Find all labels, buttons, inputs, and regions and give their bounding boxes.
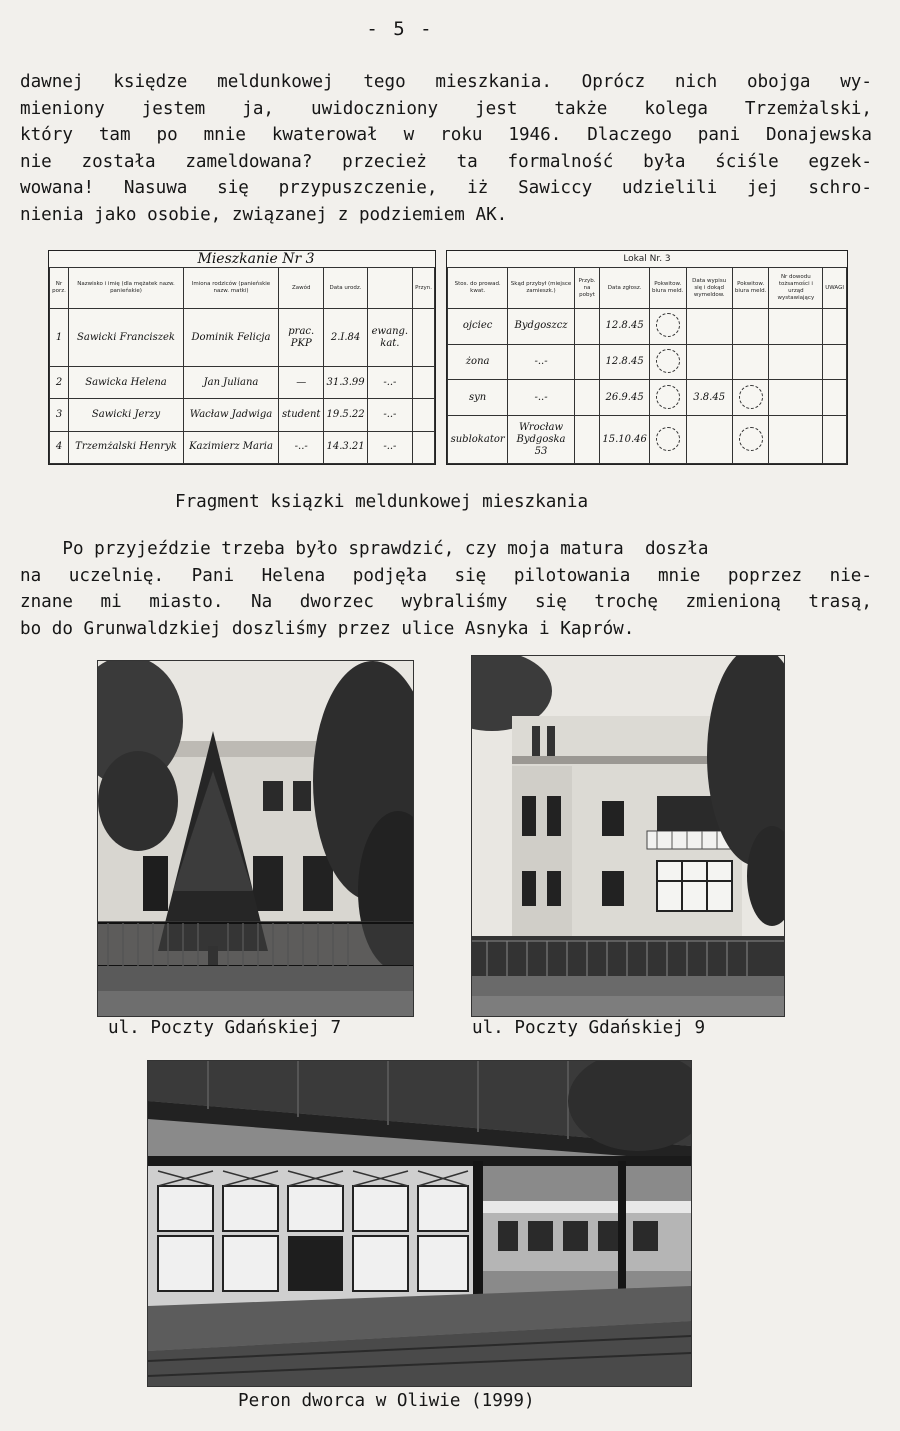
stamp-icon: [656, 385, 680, 409]
registry-cell: Wrocław Bydgoska 53: [508, 416, 574, 464]
caption-platform: Peron dworca w Oliwie (1999): [238, 1391, 535, 1411]
registry-cell: [649, 344, 686, 380]
registry-cell: 12.8.45: [600, 344, 650, 380]
registry-cell: 3: [50, 399, 69, 431]
registry-cell: 31.3.99: [324, 367, 367, 399]
registry-cell: 12.8.45: [600, 309, 650, 345]
registry-cell: [413, 367, 435, 399]
registry-cell: Kazimierz Maria: [184, 431, 279, 463]
registry-header: Nr dowodu tożsamości i urząd wystawiający: [769, 268, 823, 309]
registry-cell: -..-: [508, 344, 574, 380]
text-line: nienia jako osobie, związanej z podziemiem AK.: [20, 204, 508, 225]
registry-cell: [574, 344, 600, 380]
registry-cell: syn: [448, 380, 508, 416]
registry-cell: Trzemżalski Henryk: [69, 431, 184, 463]
registry-cell: [574, 380, 600, 416]
photo-house-poczty-gdanskiej-7: [97, 660, 414, 1017]
text-line: bo do Grunwaldzkiej doszliśmy przez ulice Asnyka i Kaprów.: [20, 618, 635, 639]
registry-header: Nr porz.: [50, 268, 69, 309]
registry-cell: żona: [448, 344, 508, 380]
registry-cell: [732, 344, 769, 380]
registry-cell: -..-: [367, 367, 412, 399]
caption-registry: Fragment ksiązki meldunkowej mieszkania: [175, 492, 589, 512]
registry-cell: Sawicki Franciszek: [69, 309, 184, 367]
registry-cell: [732, 416, 769, 464]
registry-cell: Sawicka Helena: [69, 367, 184, 399]
registry-header: Pokwitow. biura meld.: [732, 268, 769, 309]
registry-cell: [686, 344, 732, 380]
registry-cell: [574, 416, 600, 464]
registry-row: [448, 344, 847, 380]
registry-cell: [769, 380, 823, 416]
registry-cell: [649, 416, 686, 464]
registry-cell: 26.9.45: [600, 380, 650, 416]
paragraph-2: [20, 536, 872, 642]
registry-right-lokal: Lokal Nr. 3: [448, 251, 847, 268]
registry-row: [448, 309, 847, 345]
registry-cell: [686, 309, 732, 345]
registry-cell: 3.8.45: [686, 380, 732, 416]
registry-header: Data urodz.: [324, 268, 367, 309]
registry-header: UWAGI: [823, 268, 847, 309]
text-line: Po przyjeździe trzeba było sprawdzić, czy moja matura doszła: [20, 539, 709, 559]
text-line: który tam po mnie kwaterował w roku 1946. Dlaczego pani Donajewska: [20, 125, 872, 146]
registry-cell: [649, 380, 686, 416]
registry-cell: 4: [50, 431, 69, 463]
registry-header: Nazwisko i imię (dla mężatek nazw. panieńskie): [69, 268, 184, 309]
registry-header: Skąd przybył (miejsce zamieszk.): [508, 268, 574, 309]
registry-scan-left: [48, 250, 436, 465]
registry-header: Data zgłosz.: [600, 268, 650, 309]
text-line: nie została zameldowana? przecież ta formalność była ściśle egzek-: [20, 151, 872, 172]
registry-cell: 14.3.21: [324, 431, 367, 463]
registry-scan-right: [446, 250, 848, 465]
paragraph-1: [20, 69, 872, 229]
registry-row: [448, 416, 847, 464]
registry-row: [50, 399, 435, 431]
registry-cell: [686, 416, 732, 464]
registry-cell: 1: [50, 309, 69, 367]
text-line: na uczelnię. Pani Helena podjęła się pilotowania mnie poprzez nie-: [20, 565, 872, 586]
registry-cell: [823, 309, 847, 345]
registry-cell: [732, 380, 769, 416]
registry-cell: 15.10.46: [600, 416, 650, 464]
registry-cell: prac. PKP: [279, 309, 324, 367]
registry-cell: [823, 416, 847, 464]
photo-station-platform-oliwa: [147, 1060, 692, 1387]
caption-photo-right: ul. Poczty Gdańskiej 9: [472, 1018, 706, 1038]
registry-cell: [732, 309, 769, 345]
registry-cell: sublokator: [448, 416, 508, 464]
registry-cell: -..-: [508, 380, 574, 416]
registry-header: Zawód: [279, 268, 324, 309]
registry-row: [448, 380, 847, 416]
text-line: mieniony jestem ja, uwidoczniony jest także kolega Trzemżalski,: [20, 98, 872, 119]
registry-header: Imiona rodziców (panieńskie nazw. matki): [184, 268, 279, 309]
registry-cell: ewang. kat.: [367, 309, 412, 367]
registry-header: Przyb. na pobyt: [574, 268, 600, 309]
registry-cell: ojciec: [448, 309, 508, 345]
registry-left-title: Mieszkanie Nr 3: [50, 251, 435, 268]
registry-header: Data wypisu się i dokąd wymeldow.: [686, 268, 732, 309]
registry-cell: [769, 416, 823, 464]
registry-cell: [574, 309, 600, 345]
stamp-icon: [656, 313, 680, 337]
registry-header: Stos. do prowad. kwat.: [448, 268, 508, 309]
registry-cell: 19.5.22: [324, 399, 367, 431]
registry-row: [50, 367, 435, 399]
registry-cell: —: [279, 367, 324, 399]
page-number: - 5 -: [366, 18, 434, 40]
registry-header: Przyn.: [413, 268, 435, 309]
stamp-icon: [656, 427, 680, 451]
registry-row: [50, 431, 435, 463]
registry-header: Pokwitow. biura meld.: [649, 268, 686, 309]
registry-cell: [769, 344, 823, 380]
registry-cell: Bydgoszcz: [508, 309, 574, 345]
registry-cell: [413, 431, 435, 463]
text-line: dawnej księdze meldunkowej tego mieszkania. Oprócz nich obojga wy-: [20, 72, 872, 92]
registry-cell: [769, 309, 823, 345]
registry-header: [367, 268, 412, 309]
registry-cell: [413, 399, 435, 431]
text-line: wowana! Nasuwa się przypuszczenie, iż Sawiccy udzielili jej schro-: [20, 178, 872, 199]
registry-cell: [823, 344, 847, 380]
registry-row: [50, 309, 435, 367]
registry-cell: 2.I.84: [324, 309, 367, 367]
stamp-icon: [739, 427, 763, 451]
registry-cell: [649, 309, 686, 345]
registry-cell: student: [279, 399, 324, 431]
registry-cell: Sawicki Jerzy: [69, 399, 184, 431]
registry-cell: -..-: [279, 431, 324, 463]
registry-cell: [823, 380, 847, 416]
registry-cell: [413, 309, 435, 367]
registry-cell: Wacław Jadwiga: [184, 399, 279, 431]
stamp-icon: [739, 385, 763, 409]
text-line: znane mi miasto. Na dworzec wybraliśmy się trochę zmienioną trasą,: [20, 592, 872, 613]
stamp-icon: [656, 349, 680, 373]
registry-cell: -..-: [367, 399, 412, 431]
photo-house-poczty-gdanskiej-9: [471, 655, 785, 1017]
registry-cell: -..-: [367, 431, 412, 463]
registry-cell: Jan Juliana: [184, 367, 279, 399]
registry-cell: 2: [50, 367, 69, 399]
registry-cell: Dominik Felicja: [184, 309, 279, 367]
caption-photo-left: ul. Poczty Gdańskiej 7: [108, 1018, 342, 1038]
